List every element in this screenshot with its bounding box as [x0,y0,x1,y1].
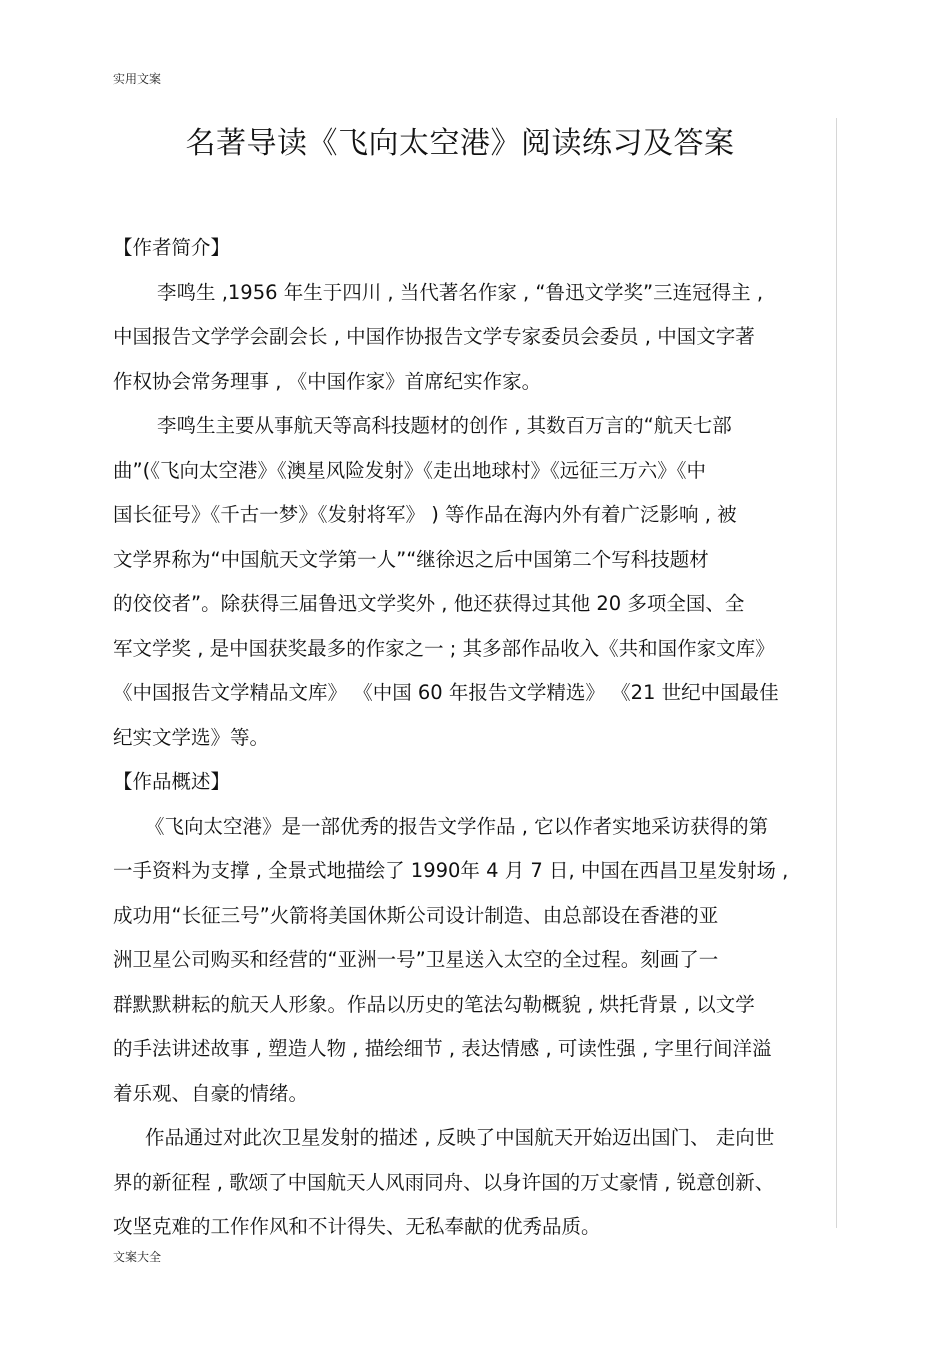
text-line: 国长征号》《千古一梦》《发射将军》 ) 等作品在海内外有着广泛影响 , 被 [113,503,737,526]
text-line: 中国报告文学学会副会长 , 中国作协报告文学专家委员会委员 , 中国文字著 [113,325,755,348]
document-body [113,226,835,1250]
text-line: 洲卫星公司购买和经营的“亚洲一号”卫星送入太空的全过程。刻画了一 [113,948,719,971]
text-line: 【作者简介】 [113,236,231,259]
text-line: 文学界称为“中国航天文学第一人”“继徐迟之后中国第二个写科技题材 [113,547,709,571]
text-line: 《中国报告文学精品文库》 《中国 60 年报告文学精选》 《21 世纪中国最佳 [113,681,779,704]
page-title: 名著导读《飞向太空港》阅读练习及答案 [185,126,735,161]
text-line: 的手法讲述故事 , 塑造人物 , 描绘细节 , 表达情感 , 可读性强 , 字里行间洋溢 [113,1037,772,1060]
text-line: 李鸣生 ,1956 年生于四川 , 当代著名作家 , “鲁迅文学奖”三连冠得主 , [157,280,764,304]
text-line: 军文学奖 , 是中国获奖最多的作家之一 ; 其多部作品收入《共和国作家文库》 [113,636,775,660]
text-line: 成功用“长征三号”火箭将美国休斯公司设计制造、由总部设在香港的亚 [113,903,719,927]
text-line: 界的新征程 , 歌颂了中国航天人风雨同舟、以身许国的万丈豪情 , 锐意创新、 [113,1170,775,1194]
text-line: 【作品概述】 [113,770,231,793]
text-line: 群默默耕耘的航天人形象。作品以历史的笔法勾勒概貌 , 烘托背景 , 以文学 [113,992,755,1016]
text-line: 纪实文学选》等。 [113,725,270,749]
text-line: 着乐观、自豪的情绪。 [113,1081,309,1105]
text-line: 一手资料为支撑 , 全景式地描绘了 1990年 4 月 7 日, 中国在西昌卫星发射场 , [113,859,789,882]
text-line: 《飞向太空港》是一部优秀的报告文学作品 , 它以作者实地采访获得的第 [145,814,769,838]
page-margin-rule [836,118,837,1228]
text-line: 的佼佼者”。除获得三届鲁迅文学奖外 , 他还获得过其他 20 多项全国、全 [113,592,745,615]
text-line: 作权协会常务理事 , 《中国作家》首席纪实作家。 [113,369,542,393]
text-line: 李鸣生主要从事航天等高科技题材的创作 , 其数百万言的“航天七部 [157,414,732,437]
page-footer-label: 文案大全 [113,1250,162,1264]
page-header-label: 实用文案 [113,72,162,86]
text-line: 作品通过对此次卫星发射的描述 , 反映了中国航天开始迈出国门、 走向世 [145,1126,775,1149]
text-line: 曲”(《飞向太空港》《澳星风险发射》《走出地球村》《远征三万六》《中 [113,458,706,482]
text-line: 攻坚克难的工作作风和不计得失、无私奉献的优秀品质。 [113,1215,601,1238]
